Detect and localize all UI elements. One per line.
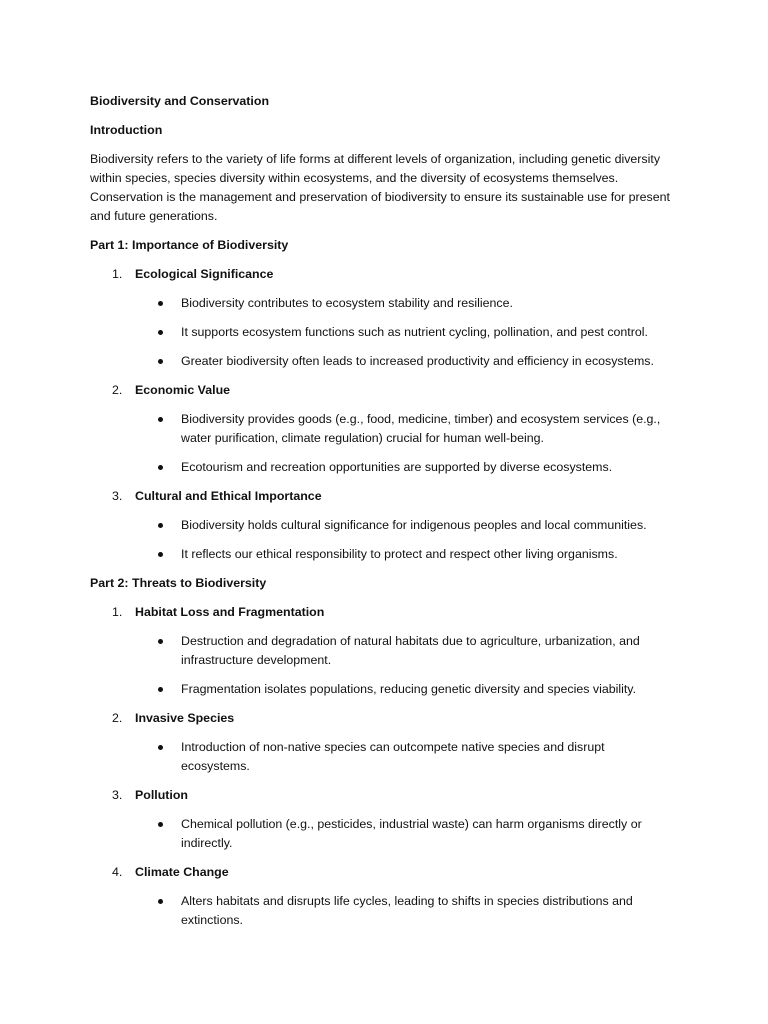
bullet-text: Ecotourism and recreation opportunities are supported by diverse ecosystems. (181, 460, 613, 474)
list-item-number: 2. (112, 711, 123, 725)
bullet-list (90, 632, 676, 699)
list-item-heading (90, 786, 676, 805)
bullet-dot-icon (158, 330, 163, 335)
bullet-text: Introduction of non-native species can outcompete native species and disrupt ecosystems. (181, 740, 605, 773)
bullet-text: Alters habitats and disrupts life cycles, leading to shifts in species distributions and extinctions. (181, 894, 633, 927)
bullet-dot-icon (158, 465, 163, 470)
numbered-list-item (90, 265, 676, 371)
list-item-number: 4. (112, 865, 123, 879)
list-item-number: 3. (112, 489, 123, 503)
list-item-heading (90, 487, 676, 506)
intro-paragraph: Biodiversity refers to the variety of life forms at different levels of organization, including genetic diversity within species, species diversity within ecosystems, and the diversity of ecosystems themselves. Conservation is the management and preservation of biodiversity to ensure its sustainable use for present and future generations. (90, 152, 670, 223)
bullet-text: Greater biodiversity often leads to increased productivity and efficiency in ecosystems. (181, 354, 654, 368)
document-section (90, 574, 676, 930)
list-item-heading (90, 603, 676, 622)
bullet-list (90, 516, 676, 564)
numbered-list-item (90, 863, 676, 930)
numbered-list-item (90, 709, 676, 776)
list-item-heading (90, 265, 676, 284)
bullet-dot-icon (158, 822, 163, 827)
bullet-dot-icon (158, 745, 163, 750)
bullet-item (90, 352, 676, 371)
bullet-dot-icon (158, 899, 163, 904)
bullet-list (90, 410, 676, 477)
bullet-item (90, 892, 676, 930)
list-item-title: Ecological Significance (135, 267, 274, 281)
numbered-list-item (90, 487, 676, 564)
document-section (90, 236, 676, 564)
list-item-number: 2. (112, 383, 123, 397)
bullet-list (90, 738, 676, 776)
document-parts (90, 236, 676, 930)
numbered-list (90, 265, 676, 564)
list-item-number: 1. (112, 267, 123, 281)
list-item-heading (90, 381, 676, 400)
bullet-list (90, 294, 676, 371)
bullet-list (90, 815, 676, 853)
list-item-title: Invasive Species (135, 711, 235, 725)
bullet-dot-icon (158, 687, 163, 692)
list-item-title: Economic Value (135, 383, 231, 397)
bullet-text: Fragmentation isolates populations, reducing genetic diversity and species viability. (181, 682, 637, 696)
bullet-text: It supports ecosystem functions such as nutrient cycling, pollination, and pest control. (181, 325, 648, 339)
bullet-dot-icon (158, 523, 163, 528)
bullet-dot-icon (158, 301, 163, 306)
intro-heading: Introduction (90, 123, 163, 137)
list-item-number: 1. (112, 605, 123, 619)
section-title: Part 2: Threats to Biodiversity (90, 576, 267, 590)
section-title: Part 1: Importance of Biodiversity (90, 238, 289, 252)
bullet-text: It reflects our ethical responsibility to protect and respect other living organisms. (181, 547, 618, 561)
bullet-item (90, 410, 676, 448)
bullet-text: Biodiversity provides goods (e.g., food, medicine, timber) and ecosystem services (e.g., water purification, climate regulation) crucial for human well-being. (181, 412, 661, 445)
bullet-item (90, 516, 676, 535)
bullet-item (90, 680, 676, 699)
list-item-title: Pollution (135, 788, 188, 802)
bullet-text: Biodiversity contributes to ecosystem stability and resilience. (181, 296, 513, 310)
bullet-item (90, 545, 676, 564)
list-item-title: Cultural and Ethical Importance (135, 489, 322, 503)
bullet-dot-icon (158, 417, 163, 422)
document-title: Biodiversity and Conservation (90, 94, 270, 108)
bullet-text: Chemical pollution (e.g., pesticides, industrial waste) can harm organisms directly or indirectly. (181, 817, 642, 850)
bullet-item (90, 738, 676, 776)
bullet-text: Biodiversity holds cultural significance for indigenous peoples and local communities. (181, 518, 647, 532)
list-item-heading (90, 863, 676, 882)
list-item-title: Habitat Loss and Fragmentation (135, 605, 325, 619)
list-item-heading (90, 709, 676, 728)
list-item-number: 3. (112, 788, 123, 802)
numbered-list (90, 603, 676, 930)
numbered-list-item (90, 786, 676, 853)
bullet-list (90, 892, 676, 930)
bullet-item (90, 632, 676, 670)
bullet-dot-icon (158, 359, 163, 364)
bullet-item (90, 323, 676, 342)
bullet-item (90, 815, 676, 853)
bullet-dot-icon (158, 552, 163, 557)
bullet-item (90, 294, 676, 313)
list-item-title: Climate Change (135, 865, 229, 879)
bullet-item (90, 458, 676, 477)
bullet-dot-icon (158, 639, 163, 644)
bullet-text: Destruction and degradation of natural habitats due to agriculture, urbanization, and infrastructure development. (181, 634, 640, 667)
numbered-list-item (90, 381, 676, 477)
numbered-list-item (90, 603, 676, 699)
